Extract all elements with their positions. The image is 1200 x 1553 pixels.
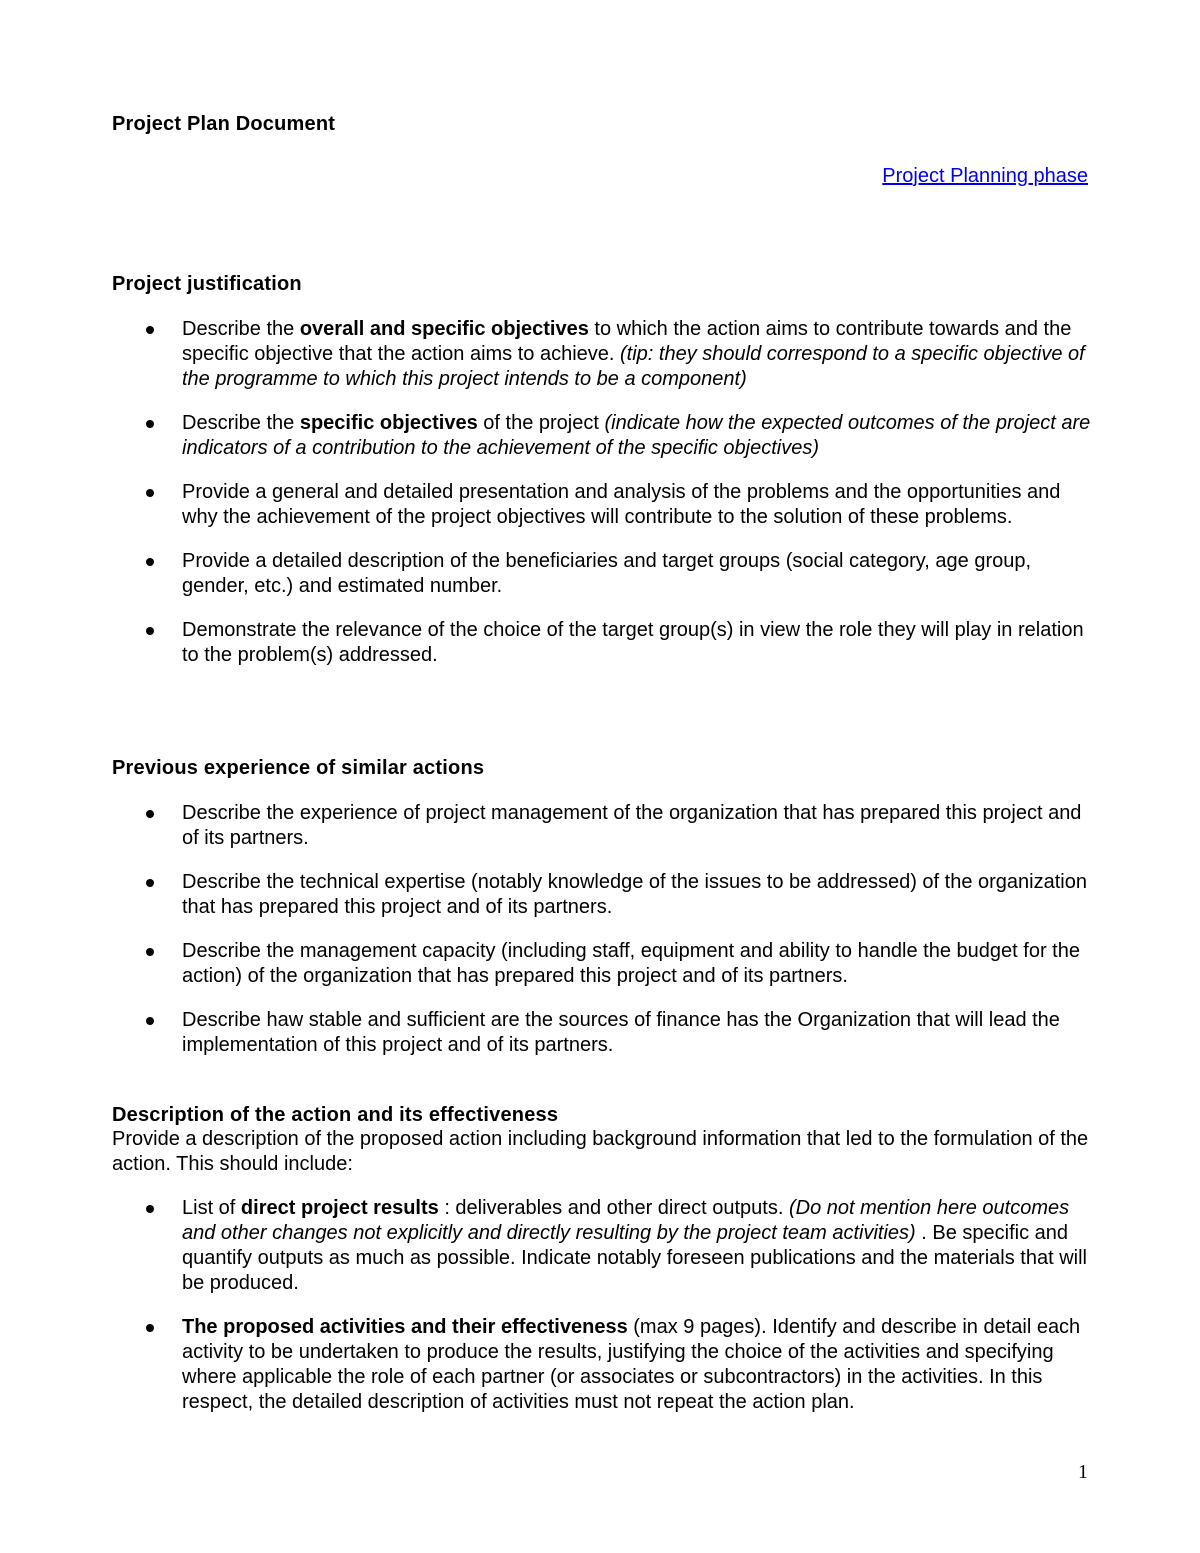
experience-list <box>112 801 1092 1077</box>
bullet-icon <box>146 326 154 334</box>
bullet-icon <box>146 1205 154 1213</box>
page-number: 1 <box>1078 1461 1088 1483</box>
list-item: The proposed activities and their effectiveness (max 9 pages). Identify and describe in detail each activity to be undertaken to produce the results, justifying the choice of the activities and specifying where applicable the role of each partner (or associates or subcontractors) in the activities. In this respect, the detailed description of activities must not repeat the action plan. <box>112 1315 1092 1415</box>
bullet-icon <box>146 420 154 428</box>
section-heading-action: Description of the action and its effectiveness <box>112 1104 559 1126</box>
list-item: Provide a general and detailed presentation and analysis of the problems and the opportunities and why the achievement of the project objectives will contribute to the solution of these problems. <box>112 480 1092 530</box>
list-item: Describe the technical expertise (notably knowledge of the issues to be addressed) of the organization that has prepared this project and of its partners. <box>112 870 1092 920</box>
bullet-icon <box>146 948 154 956</box>
list-item: Demonstrate the relevance of the choice of the target group(s) in view the role they will play in relation to the problem(s) addressed. <box>112 618 1092 668</box>
list-item: Provide a detailed description of the beneficiaries and target groups (social category, age group, gender, etc.) and estimated number. <box>112 549 1092 599</box>
action-list <box>112 1196 1092 1434</box>
justification-list <box>112 317 1092 687</box>
bullet-icon <box>146 627 154 635</box>
bullet-icon <box>146 489 154 497</box>
section-heading-experience: Previous experience of similar actions <box>112 757 485 779</box>
list-item: Describe the specific objectives of the project (indicate how the expected outcomes of the project are indicators of a contribution to the achievement of the specific objectives) <box>112 411 1092 461</box>
list-item: List of direct project results : deliverables and other direct outputs. (Do not mention here outcomes and other changes not explicitly and directly resulting by the project team activities) . Be specific and quantify outputs as much as possible. Indicate notably foreseen publications and the materials that will be produced. <box>112 1196 1092 1296</box>
bullet-icon <box>146 1324 154 1332</box>
list-item: Describe the overall and specific objectives to which the action aims to contribute towards and the specific objective that the action aims to achieve. (tip: they should correspond to a specific objective of the programme to which this project intends to be a component) <box>112 317 1092 392</box>
bullet-icon <box>146 1017 154 1025</box>
list-item: Describe haw stable and sufficient are the sources of finance has the Organization that will lead the implementation of this project and of its partners. <box>112 1008 1092 1058</box>
bullet-icon <box>146 879 154 887</box>
list-item: Describe the management capacity (including staff, equipment and ability to handle the budget for the action) of the organization that has prepared this project and of its partners. <box>112 939 1092 989</box>
bullet-icon <box>146 810 154 818</box>
section-heading-justification: Project justification <box>112 273 302 295</box>
action-intro: Provide a description of the proposed action including background information that led to the formulation of the action. This should include: <box>112 1128 1089 1175</box>
project-planning-phase-link[interactable]: Project Planning phase <box>882 165 1088 187</box>
list-item: Describe the experience of project management of the organization that has prepared this project and of its partners. <box>112 801 1092 851</box>
bullet-icon <box>146 558 154 566</box>
document-title: Project Plan Document <box>112 113 336 135</box>
